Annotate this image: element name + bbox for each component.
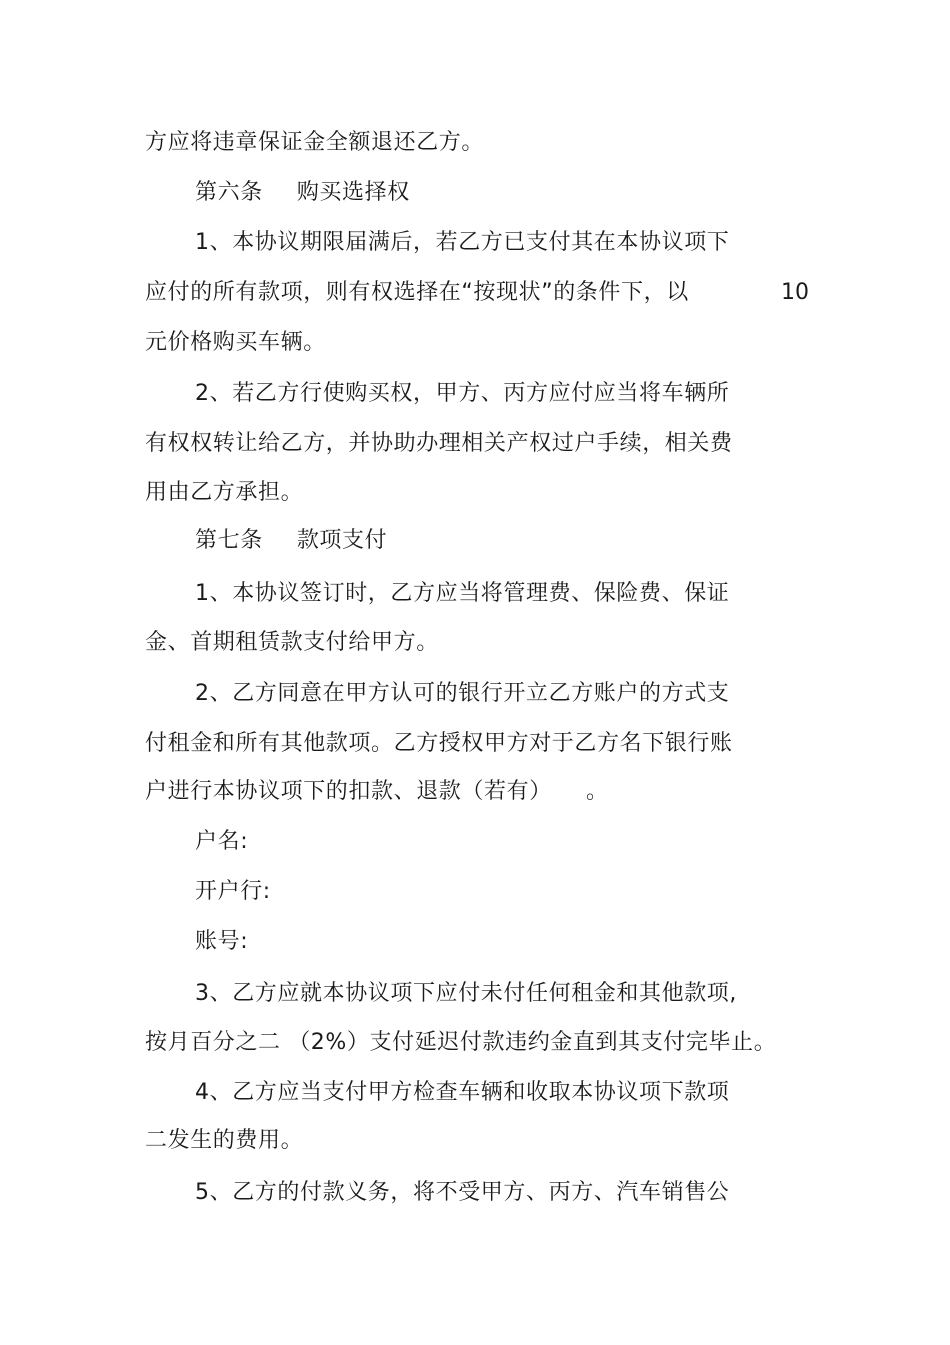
trailing-period: 。	[586, 779, 609, 804]
account-number-label: 账号:	[195, 929, 249, 954]
article-heading	[195, 528, 387, 554]
paragraph-line: 元价格购买车辆。	[145, 330, 326, 355]
paragraph-line: 4、乙方应当支付甲方检查车辆和收取本协议项下款项	[195, 1080, 730, 1105]
paragraph-line: 2、乙方同意在甲方认可的银行开立乙方账户的方式支	[195, 681, 730, 706]
margin-number: 10	[781, 280, 809, 305]
article-title: 购买选择权	[296, 180, 410, 205]
paragraph-line: 按月百分之二 （2%）支付延迟付款违约金直到其支付完毕止。	[145, 1030, 777, 1055]
article-title: 款项支付	[296, 528, 388, 553]
paragraph-line: 有权权转让给乙方，并协助办理相关产权过户手续，相关费	[145, 431, 733, 456]
paragraph-line: 1、本协议期限届满后，若乙方已支付其在本协议项下	[195, 230, 730, 255]
paragraph-line: 二发生的费用。	[145, 1128, 304, 1153]
paragraph-line: 3、乙方应就本协议项下应付未付任何租金和其他款项,	[195, 981, 737, 1006]
paragraph-line: 方应将违章保证金全额退还乙方。	[145, 130, 485, 155]
paragraph-line: 付租金和所有其他款项。乙方授权甲方对于乙方名下银行账	[145, 731, 733, 756]
account-name-label: 户名:	[195, 829, 249, 854]
article-number: 第七条	[195, 528, 263, 553]
paragraph-line: 1、本协议签订时，乙方应当将管理费、保险费、保证	[195, 581, 730, 606]
paragraph-line: 用由乙方承担。	[145, 480, 304, 505]
paragraph-line: 金、首期租赁款支付给甲方。	[145, 630, 439, 655]
paragraph-line: 2、若乙方行使购买权，甲方、丙方应付应当将车辆所	[195, 381, 730, 406]
paragraph-line: 应付的所有款项，则有权选择在“按现状”的条件下，以	[145, 280, 689, 305]
paragraph-line: 户进行本协议项下的扣款、退款（若有）	[145, 779, 552, 804]
paragraph-line: 5、乙方的付款义务，将不受甲方、丙方、汽车销售公	[195, 1180, 730, 1205]
article-number: 第六条	[195, 180, 263, 205]
article-heading	[195, 180, 410, 206]
bank-label: 开户行:	[195, 879, 271, 904]
